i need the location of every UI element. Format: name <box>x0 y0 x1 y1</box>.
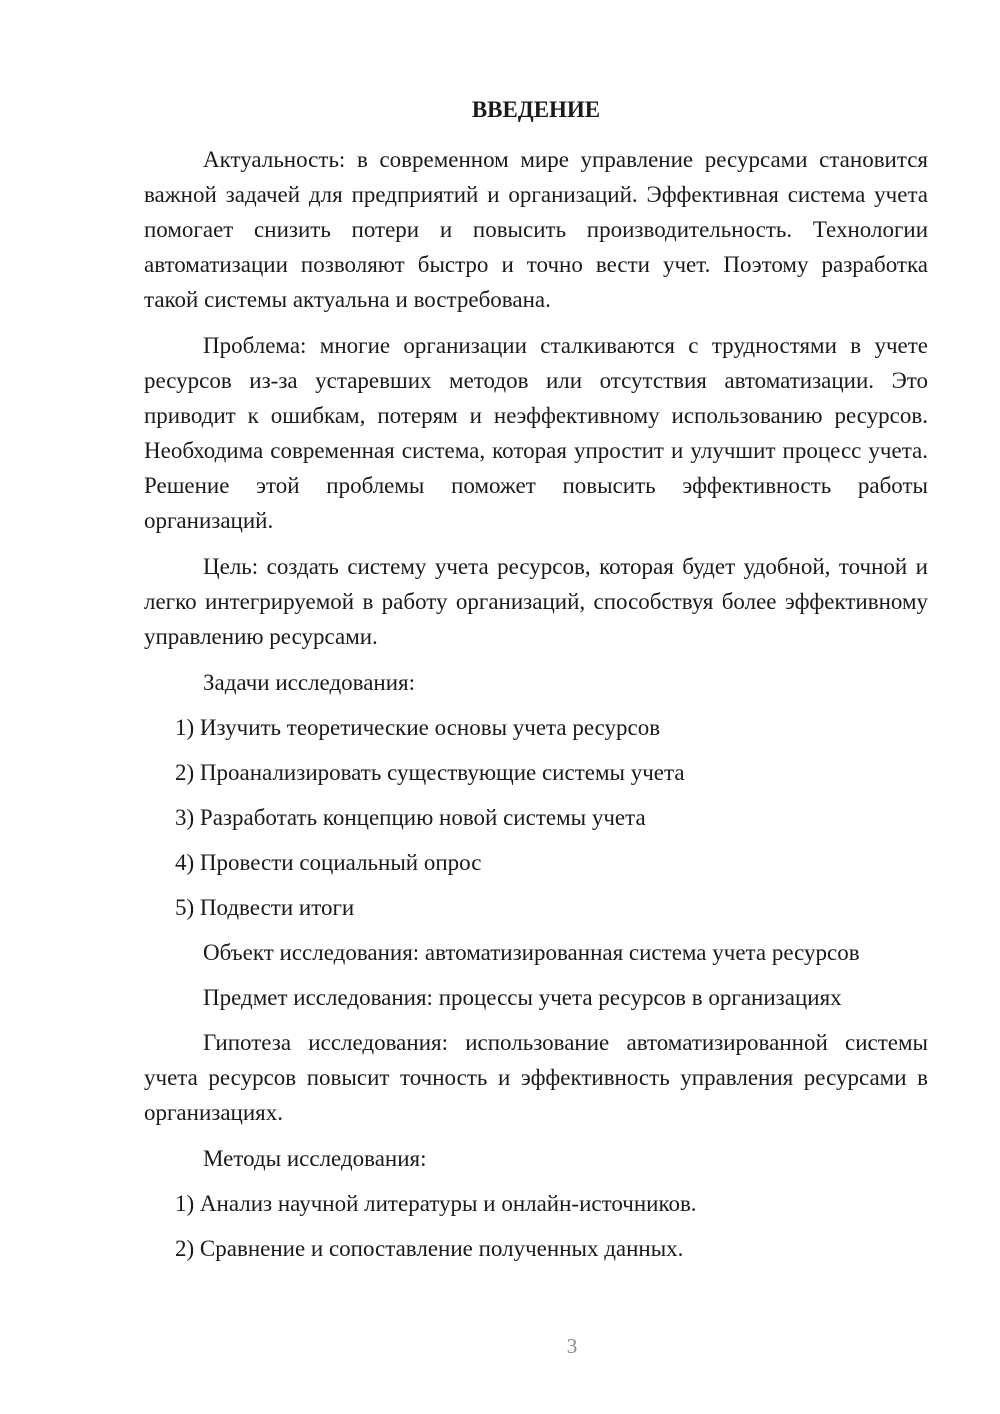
hypothesis-paragraph: Гипотеза исследования: использование автоматизированной системы учета ресурсов повысит точность и эффективность управления ресурсами в организациях. <box>144 1030 928 1125</box>
task-item: 4) Провести социальный опрос <box>175 850 482 875</box>
method-item: 1) Анализ научной литературы и онлайн-источников. <box>175 1191 697 1216</box>
section-heading: ВВЕДЕНИЕ <box>471 97 601 122</box>
task-item: 3) Разработать концепцию новой системы учета <box>175 805 646 830</box>
research-object: Объект исследования: автоматизированная система учета ресурсов <box>203 940 860 965</box>
task-item: 5) Подвести итоги <box>175 895 355 920</box>
task-item: 1) Изучить теоретические основы учета ресурсов <box>175 715 661 740</box>
methods-title: Методы исследования: <box>203 1146 427 1171</box>
tasks-title: Задачи исследования: <box>203 670 416 695</box>
problem-paragraph: Проблема: многие организации сталкиваются с трудностями в учете ресурсов из-за устаревших методов или отсутствия автоматизации. Это приводит к ошибкам, потерям и неэффективному использованию ресурсов. Необходима современная система, которая упростит и улучшит процесс учета. Решение этой проблемы поможет повысить эффективность работы организаций. <box>144 333 928 533</box>
task-item: 2) Проанализировать существующие системы учета <box>175 760 685 785</box>
goal-paragraph: Цель: создать систему учета ресурсов, которая будет удобной, точной и легко интегрируемой в работу организаций, способствуя более эффективному управлению ресурсами. <box>144 554 928 649</box>
method-item: 2) Сравнение и сопоставление полученных данных. <box>175 1236 684 1261</box>
page-number: 3 <box>566 1334 578 1358</box>
research-subject: Предмет исследования: процессы учета ресурсов в организациях <box>203 985 842 1010</box>
page-content <box>144 96 928 1276</box>
relevance-paragraph: Актуальность: в современном мире управление ресурсами становится важной задачей для предприятий и организаций. Эффективная система учета помогает снизить потери и повысить производительность. Технологии автоматизации позволяют быстро и точно вести учет. Поэтому разработка такой системы актуальна и востребована. <box>144 147 928 312</box>
